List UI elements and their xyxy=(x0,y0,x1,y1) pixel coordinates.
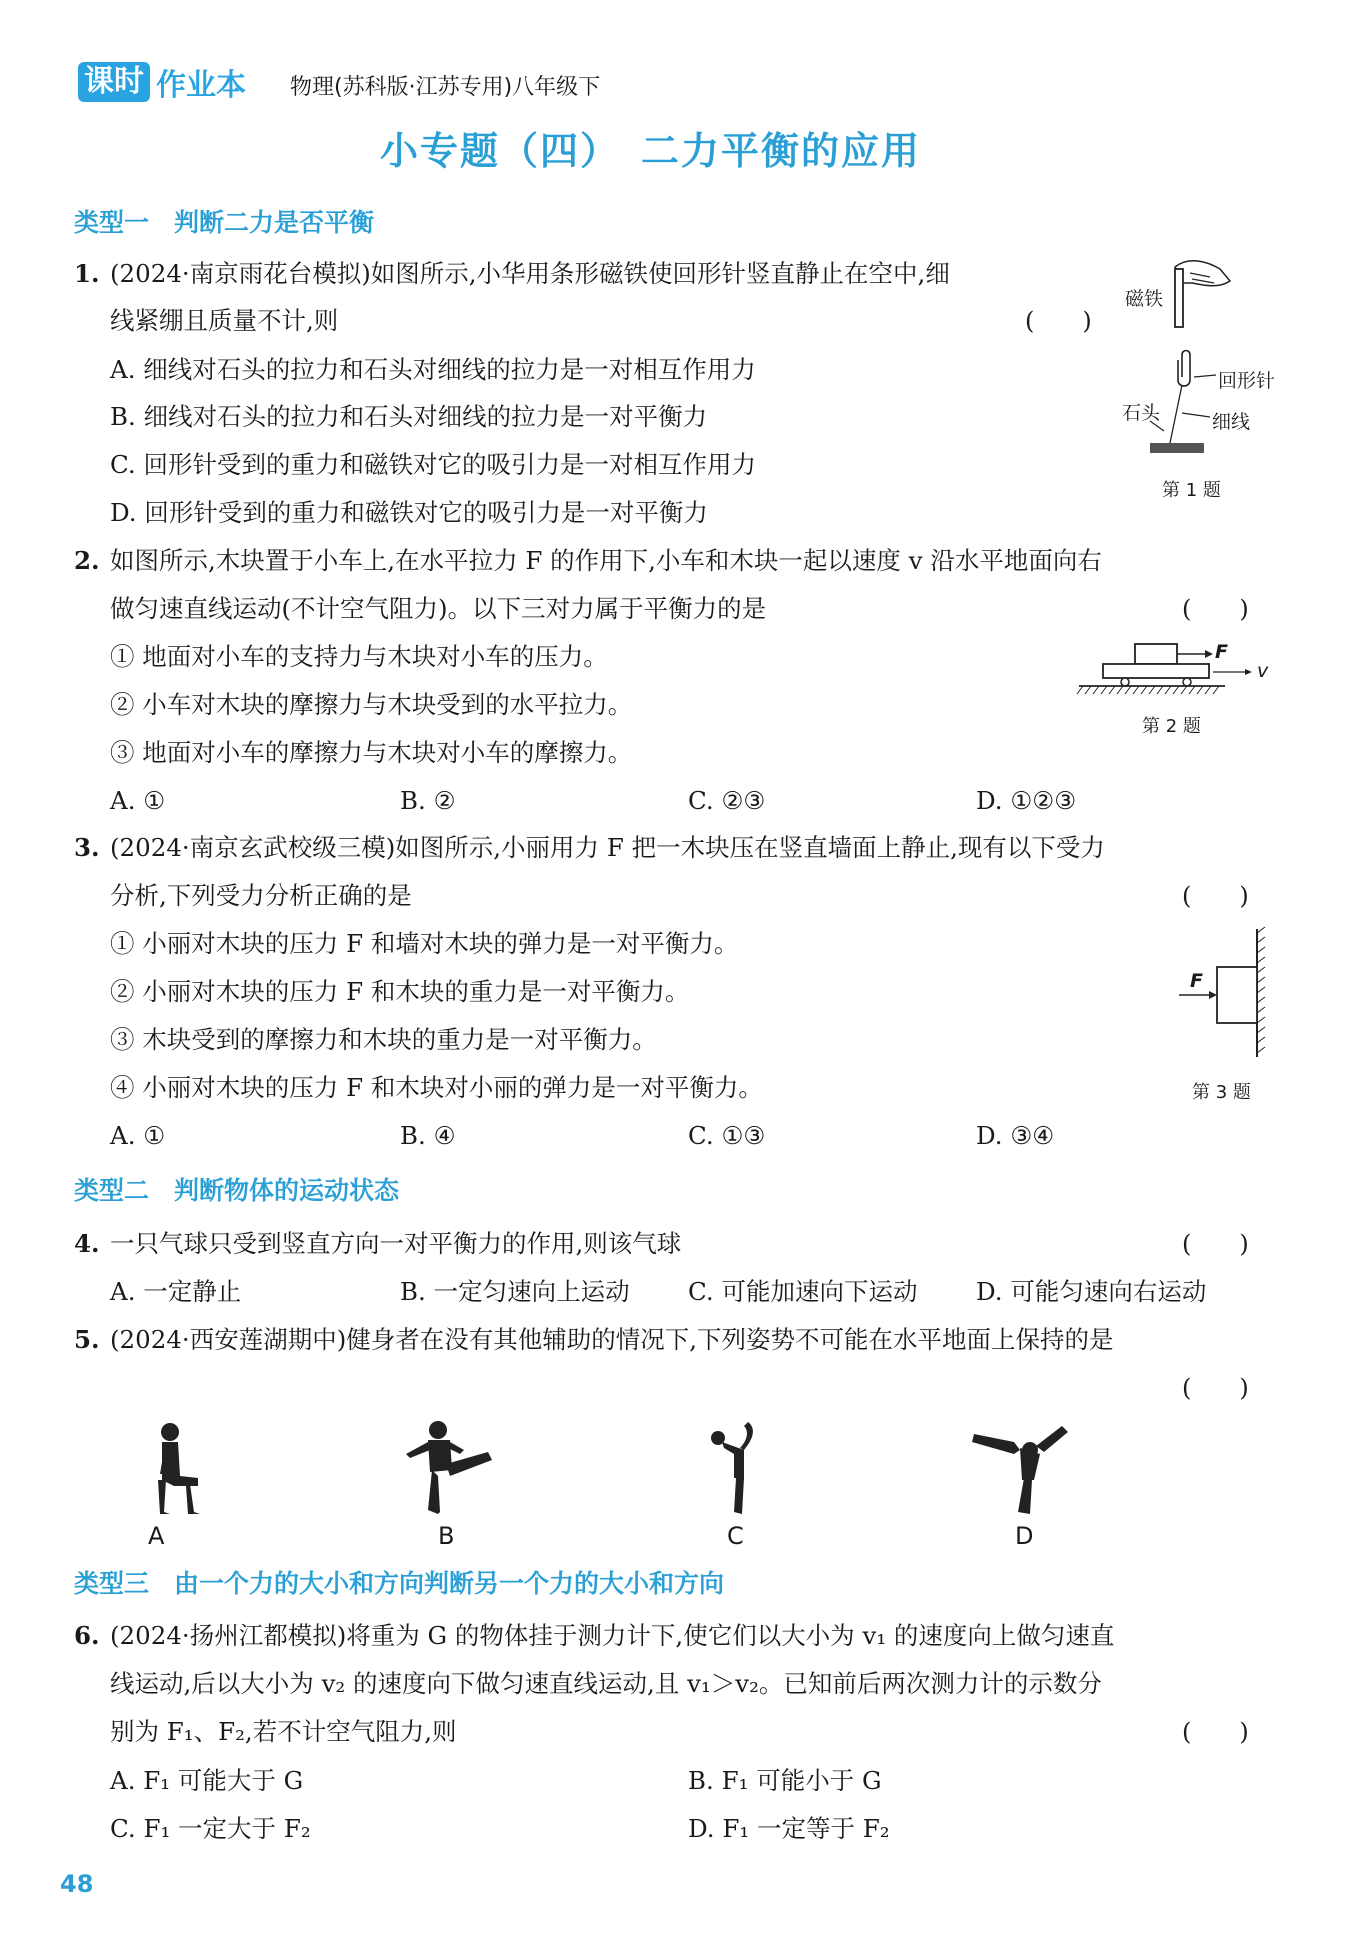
q1-stem-line2: 线紧绷且质量不计,则 xyxy=(110,306,339,335)
q2-option-c[interactable]: C. ②③ xyxy=(688,786,766,815)
brand-logo xyxy=(78,62,246,102)
q6-option-c[interactable]: C. F₁ 一定大于 F₂ xyxy=(110,1814,311,1843)
q4-answer-blank[interactable]: ( ) xyxy=(1182,1230,1249,1258)
q5-figure-c-balance-pose[interactable] xyxy=(700,1420,770,1520)
q4-number: 4. xyxy=(74,1229,100,1258)
q1-option-d[interactable]: D. 回形针受到的重力和磁铁对它的吸引力是一对平衡力 xyxy=(110,498,708,527)
q2-option-d[interactable]: D. ①②③ xyxy=(976,786,1077,815)
logo-suffix: 作业本 xyxy=(156,68,246,103)
page-number: 48 xyxy=(60,1870,94,1898)
q6-stem-line3: 别为 F₁、F₂,若不计空气阻力,则 xyxy=(110,1717,457,1746)
section-heading-type1: 类型一 判断二力是否平衡 xyxy=(74,208,375,237)
q1-fig-stone-label: 石头 xyxy=(1122,402,1161,424)
q3-option-b[interactable]: B. ④ xyxy=(400,1121,456,1150)
q5-label-a: A xyxy=(148,1522,165,1550)
subject-line: 物理(苏科版·江苏专用)八年级下 xyxy=(290,75,601,100)
q3-stem-line2: 分析,下列受力分析正确的是 xyxy=(110,881,412,910)
q4-option-c[interactable]: C. 可能加速向下运动 xyxy=(688,1277,918,1306)
q3-option-a[interactable]: A. ① xyxy=(110,1121,166,1150)
page-title: 小专题（四） 二力平衡的应用 xyxy=(380,128,922,173)
q3-option-d[interactable]: D. ③④ xyxy=(976,1121,1055,1150)
q2-fig-caption: 第 2 题 xyxy=(1142,716,1201,737)
q2-option-b[interactable]: B. ② xyxy=(400,786,456,815)
q2-fig-f-label: F xyxy=(1215,641,1228,663)
section-heading-type2: 类型二 判断物体的运动状态 xyxy=(74,1176,400,1205)
q5-label-c: C xyxy=(727,1522,744,1550)
q5-figure-a-sitting-pose[interactable] xyxy=(130,1420,210,1520)
q3-stem-line1: (2024·南京玄武校级三模)如图所示,小丽用力 F 把一木块压在竖直墙面上静止,现有以下受力 xyxy=(110,833,1105,862)
q1-option-c[interactable]: C. 回形针受到的重力和磁铁对它的吸引力是一对相互作用力 xyxy=(110,450,756,479)
q6-option-b[interactable]: B. F₁ 可能小于 G xyxy=(688,1766,882,1795)
q4-option-a[interactable]: A. 一定静止 xyxy=(110,1277,242,1306)
q5-figure-d-arabesque-pose[interactable] xyxy=(970,1420,1080,1520)
q2-option-a[interactable]: A. ① xyxy=(110,786,166,815)
q5-number: 5. xyxy=(74,1325,100,1354)
q6-option-a[interactable]: A. F₁ 可能大于 G xyxy=(110,1766,304,1795)
q6-option-d[interactable]: D. F₁ 一定等于 F₂ xyxy=(688,1814,890,1843)
q5-label-b: B xyxy=(438,1522,455,1550)
q3-statement-2: ② 小丽对木块的压力 F 和木块的重力是一对平衡力。 xyxy=(110,977,690,1006)
q3-number: 3. xyxy=(74,833,100,862)
q3-answer-blank[interactable]: ( ) xyxy=(1182,882,1249,910)
q2-stem-line2: 做匀速直线运动(不计空气阻力)。以下三对力属于平衡力的是 xyxy=(110,594,767,623)
q3-fig-caption: 第 3 题 xyxy=(1192,1082,1251,1103)
q1-answer-blank[interactable]: ( ) xyxy=(1025,307,1092,335)
q2-stem-line1: 如图所示,木块置于小车上,在水平拉力 F 的作用下,小车和木块一起以速度 v 沿水平地面向右 xyxy=(110,546,1102,575)
q4-option-d[interactable]: D. 可能匀速向右运动 xyxy=(976,1277,1207,1306)
q2-figure xyxy=(1075,640,1275,700)
q6-stem-line2: 线运动,后以大小为 v₂ 的速度向下做匀速直线运动,且 v₁＞v₂。已知前后两次测力计的示数分 xyxy=(110,1669,1102,1698)
q1-fig-thread-label: 细线 xyxy=(1212,411,1251,433)
q1-option-b[interactable]: B. 细线对石头的拉力和石头对细线的拉力是一对平衡力 xyxy=(110,402,708,431)
q2-statement-3: ③ 地面对小车的摩擦力与木块对小车的摩擦力。 xyxy=(110,738,633,767)
q3-statement-3: ③ 木块受到的摩擦力和木块的重力是一对平衡力。 xyxy=(110,1025,657,1054)
section-heading-type3: 类型三 由一个力的大小和方向判断另一个力的大小和方向 xyxy=(74,1569,725,1598)
q2-answer-blank[interactable]: ( ) xyxy=(1182,595,1249,623)
q6-stem-line1: (2024·扬州江都模拟)将重为 G 的物体挂于测力计下,使它们以大小为 v₁ 的速度向上做匀速直 xyxy=(110,1621,1115,1650)
q4-option-b[interactable]: B. 一定匀速向上运动 xyxy=(400,1277,630,1306)
logo-text: 课时 xyxy=(78,62,150,102)
q1-fig-magnet-label: 磁铁 xyxy=(1125,288,1164,310)
q3-option-c[interactable]: C. ①③ xyxy=(688,1121,766,1150)
q1-stem-line1: (2024·南京雨花台模拟)如图所示,小华用条形磁铁使回形针竖直静止在空中,细 xyxy=(110,259,950,288)
q6-number: 6. xyxy=(74,1621,100,1650)
q6-answer-blank[interactable]: ( ) xyxy=(1182,1718,1249,1746)
q3-fig-f-label: F xyxy=(1190,970,1203,992)
q2-fig-v-label: v xyxy=(1257,660,1269,682)
q3-statement-1: ① 小丽对木块的压力 F 和墙对木块的弹力是一对平衡力。 xyxy=(110,929,739,958)
q1-option-a[interactable]: A. 细线对石头的拉力和石头对细线的拉力是一对相互作用力 xyxy=(110,355,756,384)
q2-number: 2. xyxy=(74,546,100,575)
q3-statement-4: ④ 小丽对木块的压力 F 和木块对小丽的弹力是一对平衡力。 xyxy=(110,1073,763,1102)
q5-figure-b-kick-pose[interactable] xyxy=(400,1420,500,1520)
q5-answer-blank[interactable]: ( ) xyxy=(1182,1374,1249,1402)
q1-number: 1. xyxy=(74,259,100,288)
q5-label-d: D xyxy=(1015,1522,1034,1550)
q3-figure xyxy=(1175,925,1275,1065)
q2-statement-2: ② 小车对木块的摩擦力与木块受到的水平拉力。 xyxy=(110,690,633,719)
q2-statement-1: ① 地面对小车的支持力与木块对小车的压力。 xyxy=(110,642,608,671)
q1-fig-clip-label: 回形针 xyxy=(1218,370,1276,392)
q5-stem-line1: (2024·西安莲湖期中)健身者在没有其他辅助的情况下,下列姿势不可能在水平地面上保持的是 xyxy=(110,1325,1114,1354)
q1-fig-caption: 第 1 题 xyxy=(1162,480,1221,501)
q4-stem-line1: 一只气球只受到竖直方向一对平衡力的作用,则该气球 xyxy=(110,1229,682,1258)
